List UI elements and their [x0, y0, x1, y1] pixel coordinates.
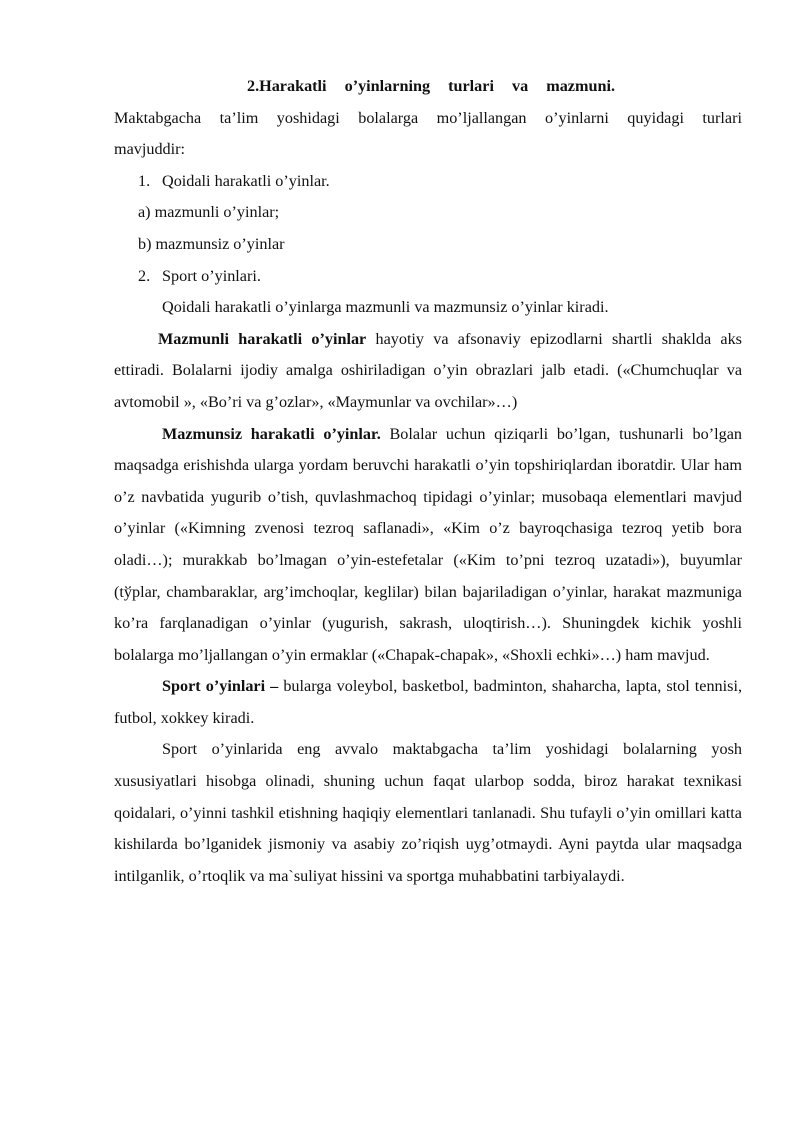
paragraph-text: hayotiy va afsonaviy epizodlarni shartli shaklda aks ettiradi. Bolalarni ijodiy amalga oshiriladigan o’yin obrazlari jalb etadi. («Chumchuqlar va avtomobil », «Bo’ri va g’ozlar», «Maymunlar va ovchilar»…) — [114, 329, 742, 411]
list-item — [114, 229, 742, 261]
document-page — [114, 71, 742, 892]
paragraph-text: Bolalar uchun qiziqarli bo’lgan, tushunarli bo’lgan maqsadga erishishda ularga yordam beruvchi harakatli o’yin topshiriqlardan iboratdir. Ular ham o’z navbatida yugurib o’tish, quvlashmachoq tipidagi o’yinlar; musobaqa elementlari mavjud o’yinlar («Kimning zvenosi tezroq saflanadi», «Kim o’z bayroqchasiga tezroq yetib bora oladi…); murakkab bo’lmagan o’yin-estefetalar («Kim to’pni tezroq uzatadi»), buyumlar (tўplar, chambaraklar, arg’imchoqlar, keglilar) bilan bajariladigan o’yinlar, harakat mazmuniga ko’ra farqlanadigan o’yinlar (yugurish, sakrash, uloqtirish…). Shuningdek kichik yoshli bolalarga mo’ljallangan o’yin ermaklar («Chapak-chapak», «Shoxli echki»…) ham mavjud. — [114, 424, 742, 664]
types-list — [114, 166, 742, 292]
paragraph-heading: Sport o’yinlari – — [162, 677, 279, 696]
paragraph-heading: Mazmunsiz harakatli o’yinlar. — [162, 424, 381, 443]
paragraph-sport — [114, 671, 742, 734]
paragraph-final: Sport o’yinlarida eng avvalo maktabgacha ta’lim yoshidagi bolalarning yosh xususiyatlari hisobga olinadi, shuning uchun faqat ularbop sodda, biroz harakat texnikasi qoidalari, o’yinni tashkil etishning haqiqiy elementlari tanlanadi. Shu tufayli o’yin omillari katta kishilarda bo’lganidek jismoniy va asabiy zo’riqish uyg’otmaydi. Ayni paytda ular maqsadga intilganlik, o’rtoqlik va ma`suliyat hissini va sportga muhabbatini tarbiyalaydi. — [114, 740, 742, 885]
list-item — [114, 166, 742, 198]
list-item-text: mazmunli o’yinlar; — [154, 203, 280, 222]
paragraph-text: bularga voleybol, basketbol, badminton, shaharcha, lapta, stol tennisi, futbol, xokkey kiradi. — [114, 677, 742, 727]
paragraph-mazmunli — [114, 324, 742, 419]
list-number: b) — [138, 234, 152, 253]
list-number: 2. — [138, 266, 151, 285]
list-item-text: mazmunsiz o’yinlar — [155, 234, 285, 253]
intro-paragraph: Maktabgacha ta’lim yoshidagi bolalarga mo’ljallangan o’yinlarni quyidagi turlari mavjuddir: — [114, 108, 742, 159]
list-item-text: Qoidali harakatli o’yinlar. — [162, 171, 330, 190]
list-item — [114, 261, 742, 293]
list-item — [114, 197, 742, 229]
paragraph-heading: Mazmunli harakatli o’yinlar — [158, 329, 367, 348]
section-title: 2.Harakatli o’yinlarning turlari va mazmuni. — [246, 77, 616, 95]
summary-line: Qoidali harakatli o’yinlarga mazmunli va mazmunsiz o’yinlar kiradi. — [162, 298, 609, 317]
list-item-text: Sport o’yinlari. — [162, 266, 261, 285]
list-number: a) — [138, 203, 151, 222]
paragraph-mazmunsiz — [114, 419, 742, 672]
list-number: 1. — [138, 171, 151, 190]
